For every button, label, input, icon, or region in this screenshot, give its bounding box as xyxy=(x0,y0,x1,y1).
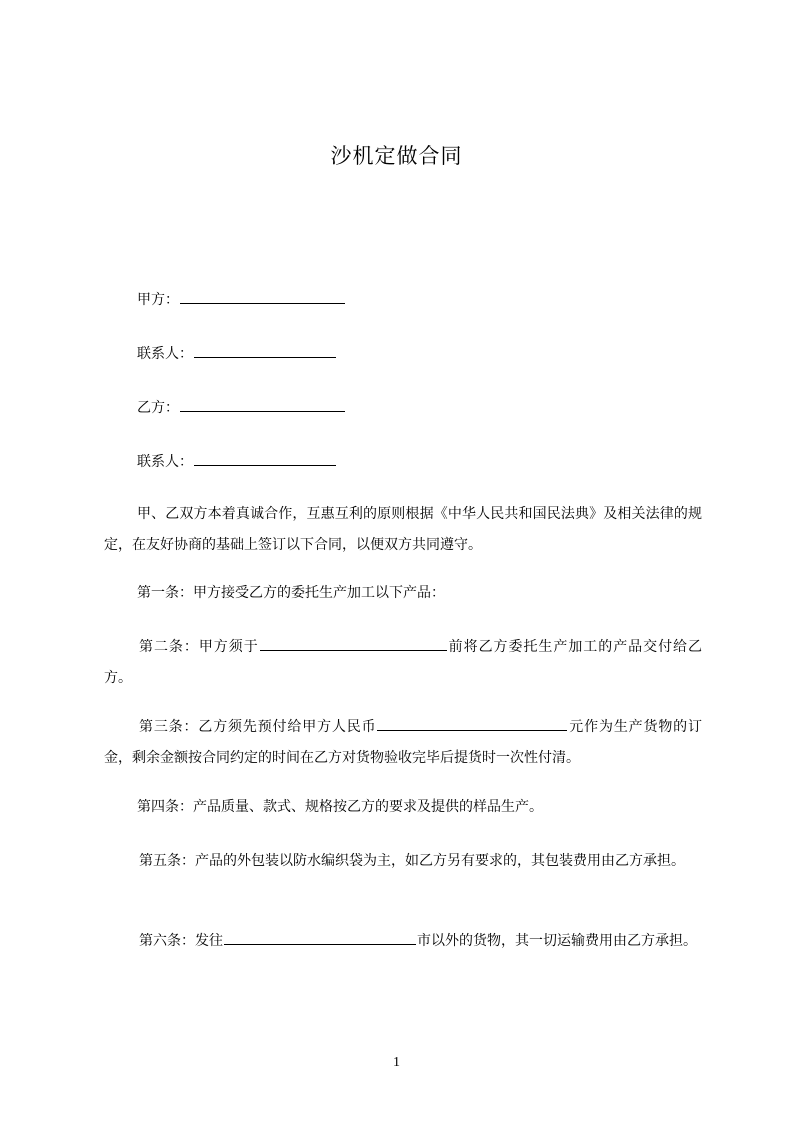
clause-3-text-b: 元作为生产货物的订金，剩余金额按合同约定的时间在乙方对货物验收完毕后提货时一次性付清。 xyxy=(104,719,703,766)
page-number: 1 xyxy=(393,1055,400,1070)
party-a-label: 甲方： xyxy=(137,292,179,308)
contact-b-line xyxy=(137,450,737,474)
contact-a-label: 联系人： xyxy=(137,346,193,362)
clause-2 xyxy=(104,632,702,694)
party-b-label: 乙方： xyxy=(137,400,179,416)
clause-3-blank xyxy=(377,716,567,731)
clause-6-blank xyxy=(224,930,416,945)
clause-6 xyxy=(104,926,702,957)
contact-a-blank xyxy=(194,343,336,358)
intro-paragraph: 甲、乙双方本着真诚合作，互惠互利的原则根据《中华人民共和国民法典》及相关法律的规定，在友好协商的基础上签订以下合同，以便双方共同遵守。 xyxy=(104,506,702,553)
contact-b-blank xyxy=(194,451,336,466)
clause-5: 第五条：产品的外包装以防水编织袋为主，如乙方另有要求的，其包装费用由乙方承担。 xyxy=(139,853,685,869)
clause-6-text-a: 第六条：发往 xyxy=(139,933,223,949)
clause-3 xyxy=(104,712,702,774)
party-a-line xyxy=(137,288,737,312)
party-a-blank xyxy=(180,289,345,304)
party-b-line xyxy=(137,396,737,420)
contact-a-line xyxy=(137,342,737,366)
clause-1: 第一条：甲方接受乙方的委托生产加工以下产品： xyxy=(137,585,445,601)
party-b-blank xyxy=(180,397,345,412)
clause-4: 第四条：产品质量、款式、规格按乙方的要求及提供的样品生产。 xyxy=(137,799,543,815)
clause-2-text-a: 第二条：甲方须于 xyxy=(139,639,259,655)
clause-3-text-a: 第三条：乙方须先预付给甲方人民币 xyxy=(139,719,377,735)
clause-6-text-b: 市以外的货物，其一切运输费用由乙方承担。 xyxy=(417,933,697,949)
clause-2-blank xyxy=(260,636,447,651)
clause-2-text-b: 前将乙方委托生产加工的产品交付给乙方。 xyxy=(104,639,703,686)
contact-b-label: 联系人： xyxy=(137,454,193,470)
document-title: 沙机定做合同 xyxy=(330,144,463,168)
